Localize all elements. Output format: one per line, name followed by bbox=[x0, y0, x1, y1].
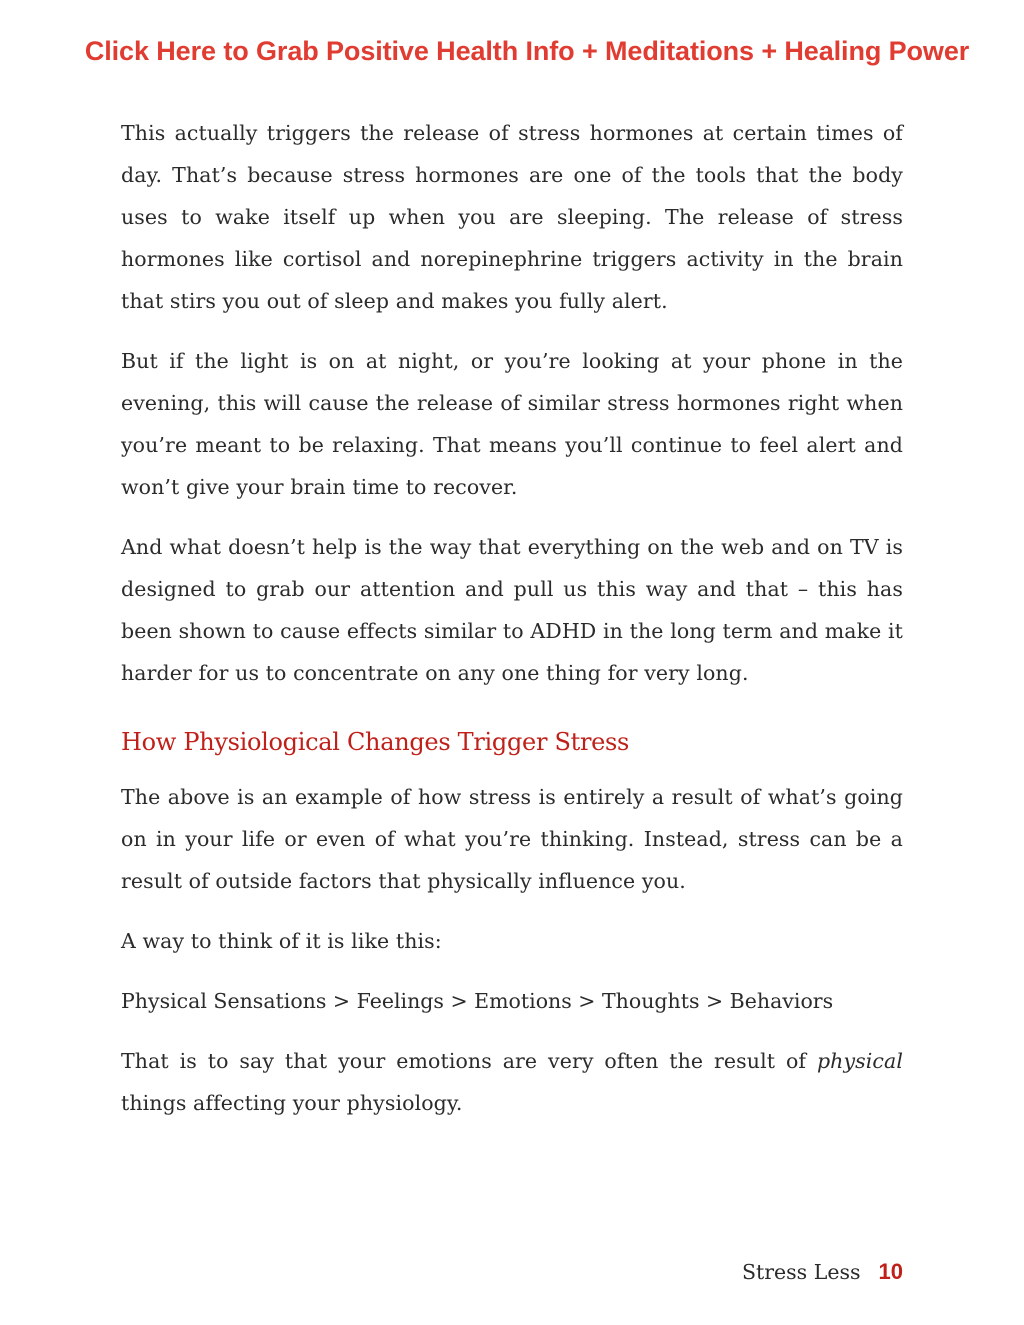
book-title: Stress Less bbox=[741, 1260, 861, 1284]
section-heading: How Physiological Changes Trigger Stress bbox=[121, 728, 630, 756]
page-number: 10 bbox=[878, 1259, 903, 1284]
paragraph-text: That is to say that your emotions are very often the result of bbox=[121, 1049, 817, 1073]
paragraph bbox=[121, 1040, 903, 1124]
sensation-chain: Physical Sensations > Feelings > Emotions > Thoughts > Behaviors bbox=[121, 989, 834, 1013]
emphasis-text: physical bbox=[816, 1049, 903, 1073]
paragraph: A way to think of it is like this: bbox=[121, 929, 442, 953]
promo-link[interactable]: Click Here to Grab Positive Health Info + Meditations + Healing Power bbox=[84, 36, 970, 66]
paragraph: But if the light is on at night, or you’re looking at your phone in the evening, this will cause the release of similar stress hormones right when you’re meant to be relaxing. That means you’ll continue to feel alert and won’t give your brain time to recover. bbox=[121, 349, 903, 499]
paragraph: The above is an example of how stress is entirely a result of what’s going on in your life or even of what you’re thinking. Instead, stress can be a result of outside factors that physically influence you. bbox=[121, 785, 903, 893]
paragraph-text: things affecting your physiology. bbox=[121, 1091, 463, 1115]
paragraph: This actually triggers the release of stress hormones at certain times of day. That’s because stress hormones are one of the tools that the body uses to wake itself up when you are sleeping. The release of stress hormones like cortisol and norepinephrine triggers activity in the brain that stirs you out of sleep and makes you fully alert. bbox=[121, 121, 903, 313]
page-content bbox=[121, 112, 903, 1142]
page-footer bbox=[742, 1254, 903, 1290]
paragraph: And what doesn’t help is the way that everything on the web and on TV is designed to grab our attention and pull us this way and that – this has been shown to cause effects similar to ADHD in the long term and make it harder for us to concentrate on any one thing for very long. bbox=[121, 535, 903, 685]
